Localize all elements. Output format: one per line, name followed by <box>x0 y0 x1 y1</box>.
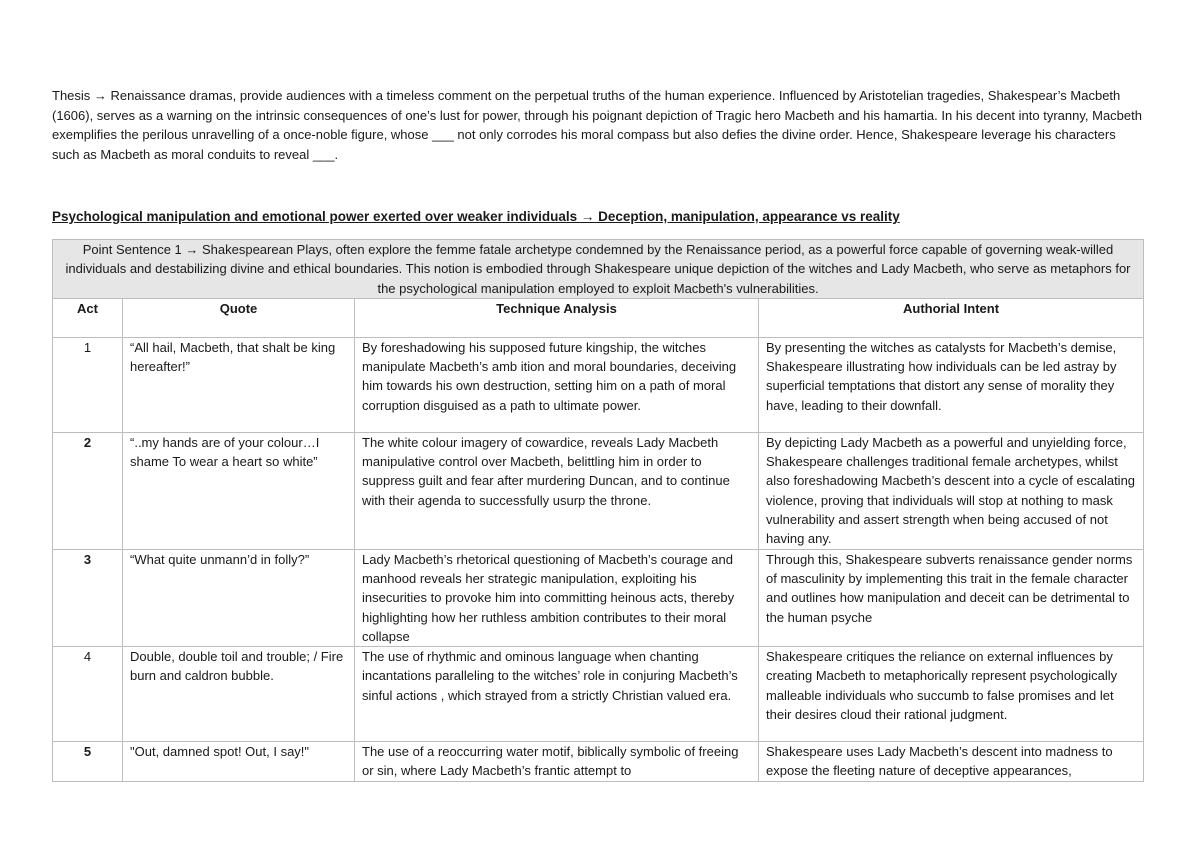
quote-cell: “..my hands are of your colour…I shame To wear a heart so white” <box>123 432 355 549</box>
thesis-paragraph: Thesis → Renaissance dramas, provide audiences with a timeless comment on the perpetual truths of the human experience. Influenced by Aristotelian tragedies, Shakespear’s Macbeth (1606), serves as a warning on the intrinsic consequences of one’s lust for power, through his poignant depiction of Tragic hero Macbeth and his hamartia. In his decent into tyranny, Macbeth exemplifies the perilous unravelling of a once-noble figure, whose ___ not only corrodes his moral compass but also defies the divine order. Hence, Shakespeare leverage his characters such as Macbeth as moral conduits to reveal ___. <box>52 88 1142 162</box>
act-number: 4 <box>53 647 123 742</box>
intent-cell: Shakespeare critiques the reliance on external influences by creating Macbeth to metaphorically represent psychologically malleable individuals who succumb to false promises and let their desires cloud their rational judgment. <box>759 647 1144 742</box>
section-heading: Psychological manipulation and emotional power exerted over weaker individuals → Deception, manipulation, appearance vs reality <box>52 209 900 224</box>
quote-cell: “What quite unmann’d in folly?” <box>123 549 355 646</box>
point-sentence: Point Sentence 1 → Shakespearean Plays, often explore the femme fatale archetype condemned by the Renaissance period, as a powerful force capable of governing weak-willed individuals and destabilizing divine and ethical boundaries. This notion is embodied through Shakespeare unique depiction of the witches and Lady Macbeth, who serve as metaphors for the psychological manipulation employed to exploit Macbeth's vulnerabilities. <box>53 240 1144 299</box>
act-number: 2 <box>53 432 123 549</box>
technique-cell: The white colour imagery of cowardice, reveals Lady Macbeth manipulative control over Macbeth, belittling him in order to suppress guilt and fear after murdering Duncan, and to continue with their agenda to successfully usurp the throne. <box>355 432 759 549</box>
intent-cell: Through this, Shakespeare subverts renaissance gender norms of masculinity by implementing this trait in the female character and outlines how manipulation and deceit can be detrimental to the human psyche <box>759 549 1144 646</box>
table-row <box>53 742 1144 782</box>
technique-cell: The use of rhythmic and ominous language when chanting incantations paralleling to the witches’ role in conjuring Macbeth’s sinful actions , which strayed from a strictly Christian valued era. <box>355 647 759 742</box>
table-header-row <box>53 298 1144 337</box>
act-number: 5 <box>53 742 123 782</box>
table-row <box>53 337 1144 432</box>
column-header-technique: Technique Analysis <box>355 298 759 337</box>
technique-cell: The use of a reoccurring water motif, biblically symbolic of freeing or sin, where Lady Macbeth’s frantic attempt to <box>355 742 759 782</box>
quote-cell: Double, double toil and trouble; / Fire burn and caldron bubble. <box>123 647 355 742</box>
act-number: 1 <box>53 337 123 432</box>
technique-cell: By foreshadowing his supposed future kingship, the witches manipulate Macbeth’s amb ition and moral boundaries, deceiving him towards his own destruction, setting him on a path of moral corruption disguised as a path to ultimate power. <box>355 337 759 432</box>
quote-cell: "Out, damned spot! Out, I say!" <box>123 742 355 782</box>
column-header-intent: Authorial Intent <box>759 298 1144 337</box>
column-header-quote: Quote <box>123 298 355 337</box>
table-row <box>53 432 1144 549</box>
table-row <box>53 549 1144 646</box>
act-number: 3 <box>53 549 123 646</box>
intent-cell: By presenting the witches as catalysts for Macbeth’s demise, Shakespeare illustrating how individuals can be led astray by superficial temptations that distort any sense of morality they have, leading to their downfall. <box>759 337 1144 432</box>
quote-cell: “All hail, Macbeth, that shalt be king hereafter!” <box>123 337 355 432</box>
column-header-act: Act <box>53 298 123 337</box>
table-row <box>53 647 1144 742</box>
analysis-table <box>52 239 1144 782</box>
intent-cell: Shakespeare uses Lady Macbeth’s descent into madness to expose the fleeting nature of deceptive appearances, <box>759 742 1144 782</box>
technique-cell: Lady Macbeth’s rhetorical questioning of Macbeth’s courage and manhood reveals her strategic manipulation, exploiting his insecurities to provoke him into committing heinous acts, thereby highlighting how her ruthless ambition contributes to their moral collapse <box>355 549 759 646</box>
intent-cell: By depicting Lady Macbeth as a powerful and unyielding force, Shakespeare challenges traditional female archetypes, whilst also foreshadowing Macbeth’s descent into a cycle of escalating violence, proving that individuals will stop at nothing to mask vulnerability and assert strength when being accused of not having any. <box>759 432 1144 549</box>
page-bottom-margin <box>0 782 1200 849</box>
